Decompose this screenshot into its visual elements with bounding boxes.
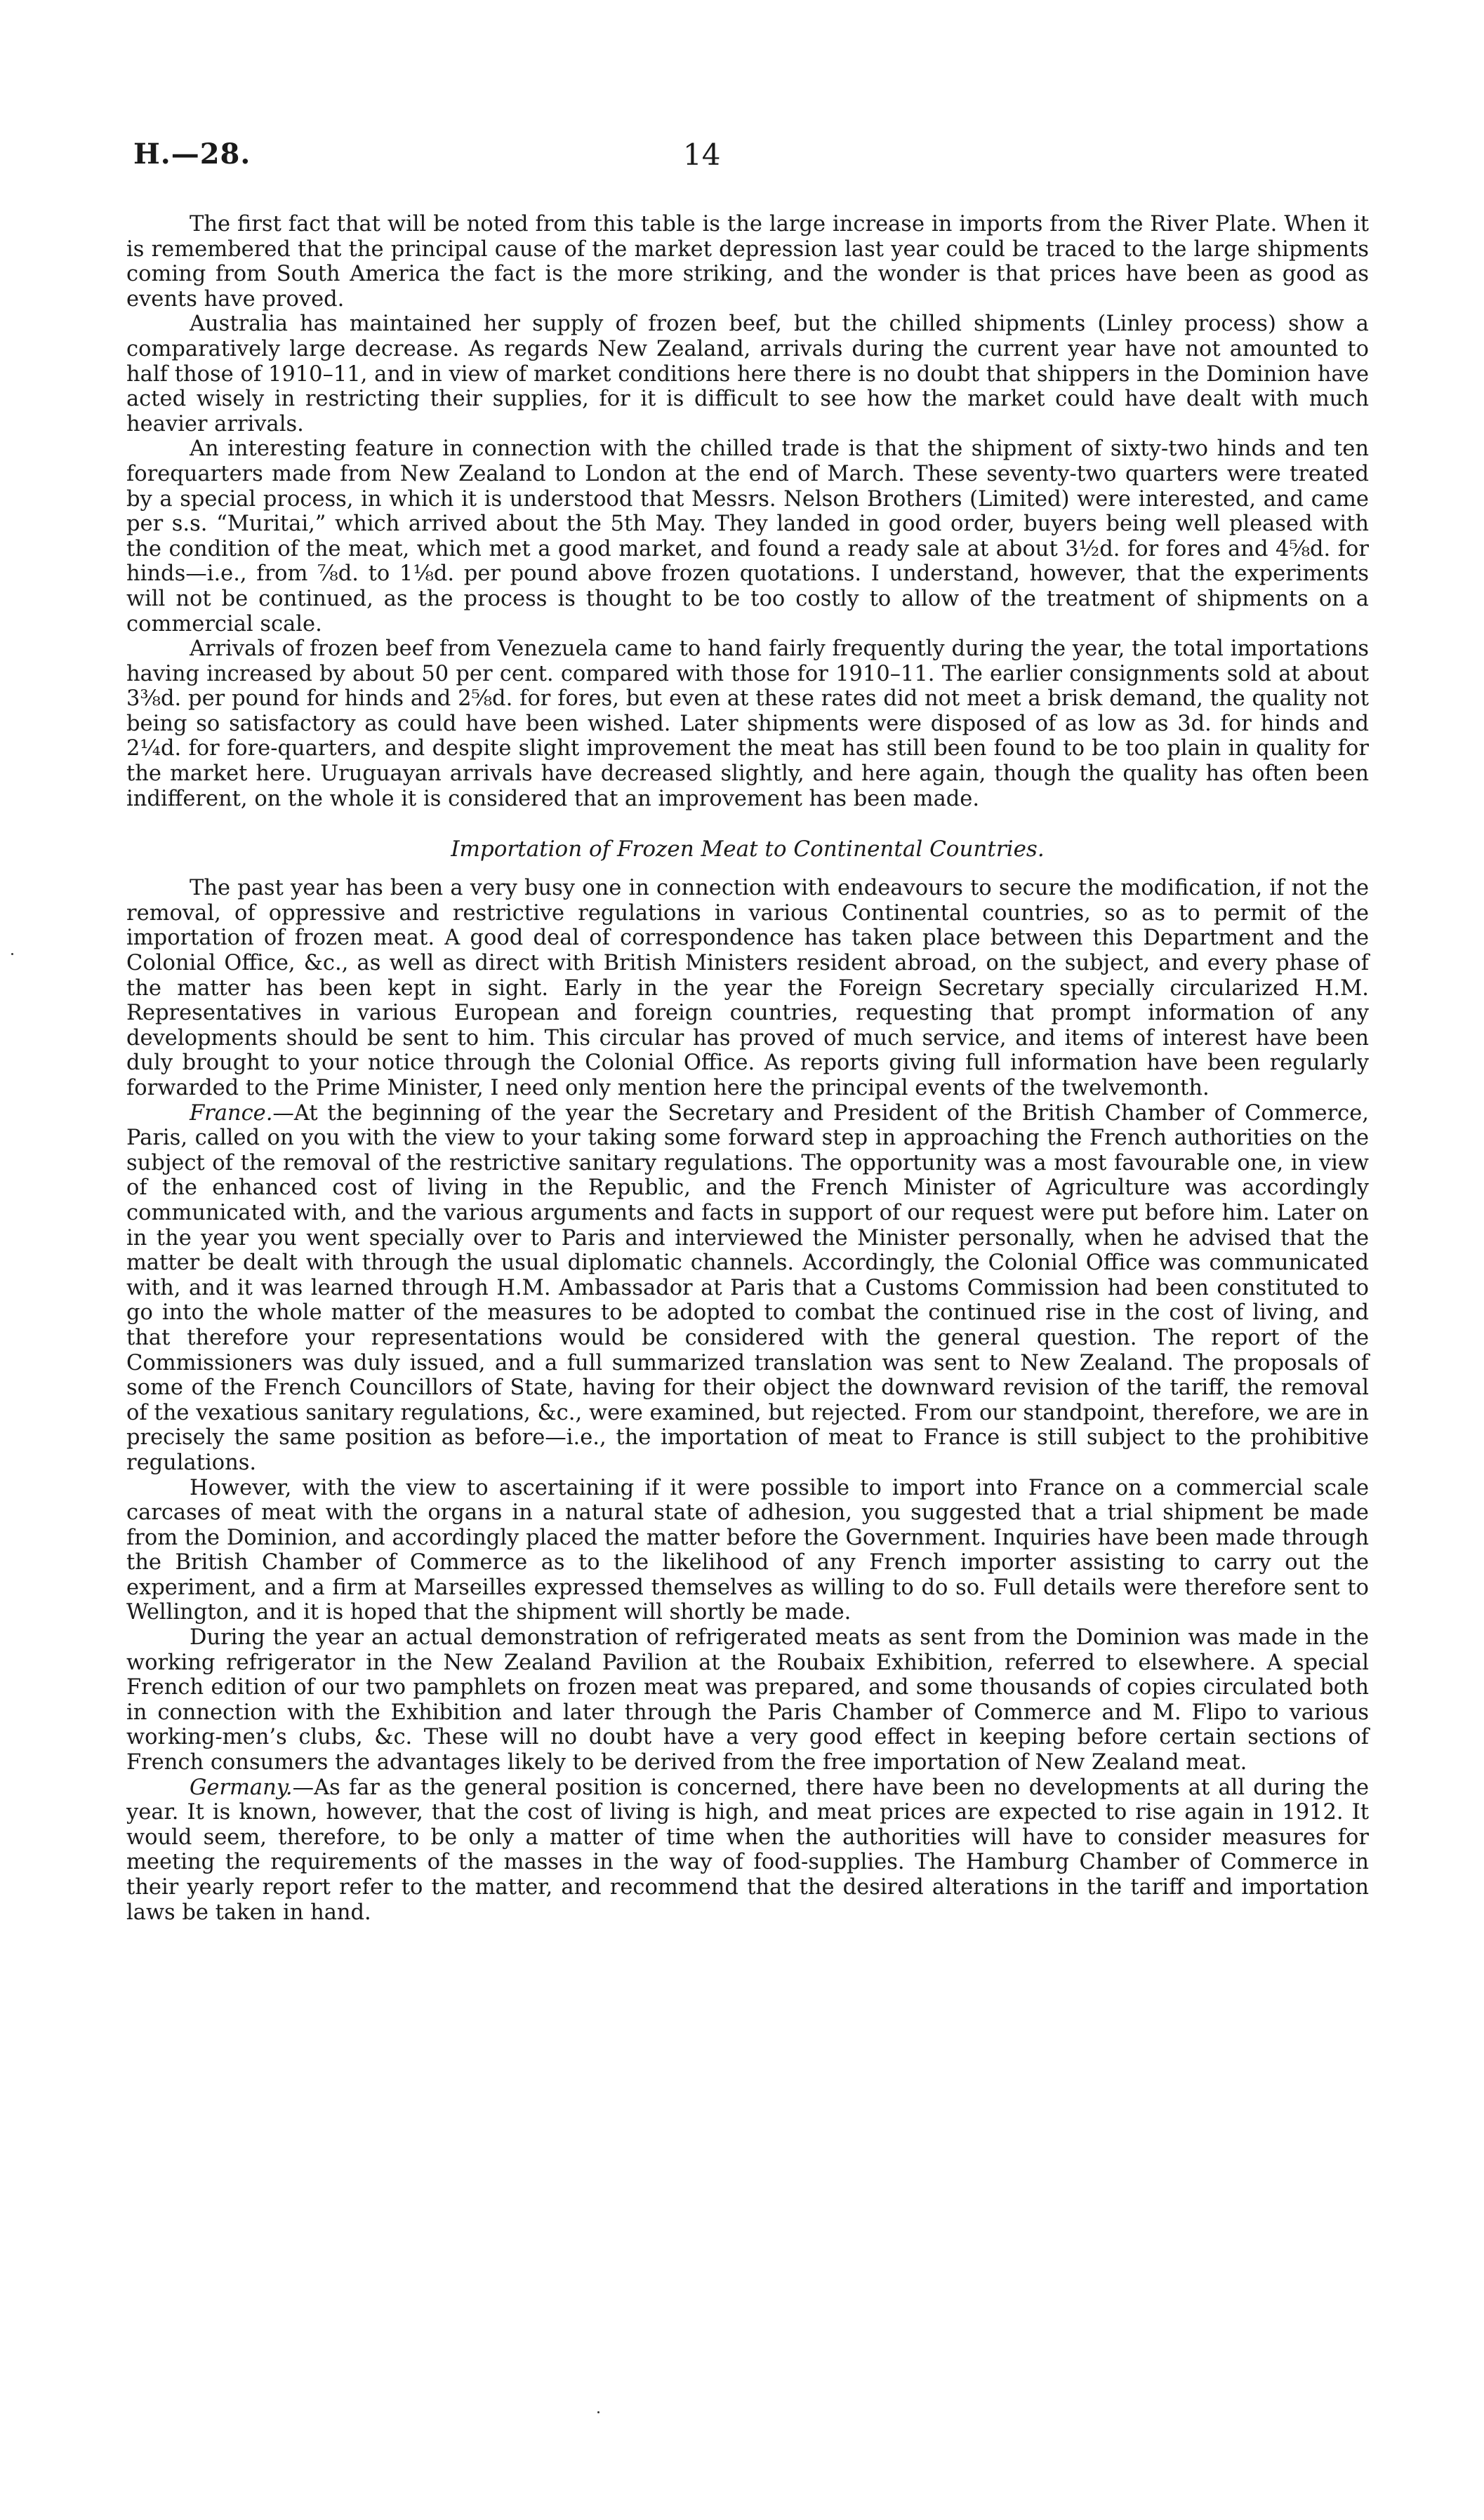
paragraph-trial-shipment: However, with the view to ascertaining if it were possible to import into France on a commercial scale carcases of meat with the organs in a natural state of adhesion, you suggested that a trial shipment be made from the Dominion, and accordingly placed the matter before the Government. Inquiries have been made through the British Chamber of Commerce as to the likelihood of any French importer assisting to carry out the experiment, and a firm at Marseilles expressed themselves as willing to do so. Full details were therefore sent to Wellington, and it is hoped that the shipment will shortly be made. (126, 1475, 1369, 1625)
page-number: 14 (683, 138, 721, 172)
paragraph-roubaix-exhibition: During the year an actual demonstration of refrigerated meats as sent from the Dominion was made in the working refrigerator in the New Zealand Pavilion at the Roubaix Exhibition, referred to elsewhere. A special French edition of our two pamphlets on frozen meat was prepared, and some thousands of copies circulated both in connection with the Exhibition and later through the Paris Chamber of Commerce and M. Flipo to various working-men’s clubs, &c. These will no doubt have a very good effect in keeping before certain sections of French consumers the advantages likely to be derived from the free importation of New Zealand meat. (126, 1625, 1369, 1775)
paragraph-france (126, 1101, 1369, 1476)
paragraph-australia: Australia has maintained her supply of frozen beef, but the chilled shipments (Linley process) show a comparatively large decrease. As regards New Zealand, arrivals during the current year have not amounted to half those of 1910–11, and in view of market conditions here there is no doubt that shippers in the Dominion have acted wisely in restricting their supplies, for it is difficult to see how the market could have dealt with much heavier arrivals. (126, 312, 1369, 436)
section-heading: Importation of Frozen Meat to Continental Countries. (451, 836, 1045, 862)
paragraph-germany-text: —As far as the general position is concerned, there have been no developments at all during the year. It is known, however, that the cost of living is high, and meat prices are expected to rise again in 1912. It would seem, therefore, to be only a matter of time when the authorities will have to consider measures for meeting the requirements of the masses in the way of food-supplies. The Hamburg Chamber of Commerce in their yearly report refer to the matter, and recommend that the desired alterations in the tariff and importation laws be taken in hand. (126, 1775, 1369, 1925)
paragraph-venezuela: Arrivals of frozen beef from Venezuela came to hand fairly frequently during the year, the total importations having increased by about 50 per cent. compared with those for 1910–11. The earlier consignments sold at about 3⅜d. per pound for hinds and 2⅝d. for fores, but even at these rates did not meet a brisk demand, the quality not being so satisfactory as could have been wished. Later shipments were disposed of as low as 3d. for hinds and 2¼d. for fore-quarters, and despite slight improvement the meat has still been found to be too plain in quality for the market here. Uruguayan arrivals have decreased slightly, and here again, though the quality has often been indifferent, on the whole it is considered that an improvement has been made. (126, 636, 1369, 811)
paragraph-continental-overview: The past year has been a very busy one in connection with endeavours to secure the modification, if not the removal, of oppressive and restrictive regulations in various Continental countries, so as to permit of the importation of frozen meat. A good deal of correspondence has taken place between this Department and the Colonial Office, &c., as well as direct with British Ministers resident abroad, on the subject, and every phase of the matter has been kept in sight. Early in the year the Foreign Secretary specially circularized H.M. Representatives in various European and foreign countries, requesting that prompt information of any developments should be sent to him. This circular has proved of much service, and items of interest have been duly brought to your notice through the Colonial Office. As reports giving full information have been regularly forwarded to the Prime Minister, I need only mention here the principal events of the twelvemonth. (126, 876, 1369, 1100)
paragraph-chilled-trade: An interesting feature in connection with the chilled trade is that the shipment of sixty-two hinds and ten forequarters made from New Zealand to London at the end of March. These seventy-two quarters were treated by a special process, in which it is understood that Messrs. Nelson Brothers (Limited) were interested, and came per s.s. “Muritai,” which arrived about the 5th May. They landed in good order, buyers being well pleased with the condition of the meat, which met a good market, and found a ready sale at about 3½d. for fores and 4⅝d. for hinds—i.e., from ⅞d. to 1⅛d. per pound above frozen quotations. I understand, however, that the experiments will not be continued, as the process is thought to be too costly to allow of the treatment of shipments on a commercial scale. (126, 436, 1369, 636)
paragraph-river-plate: The first fact that will be noted from this table is the large increase in imports from the River Plate. When it is remembered that the principal cause of the market depression last year could be traced to the large shipments coming from South America the fact is the more striking, and the wonder is that prices have been as good as events have proved. (126, 212, 1369, 312)
paragraph-germany (126, 1775, 1369, 1926)
scan-speck (11, 953, 13, 955)
paragraph-france-text: —At the beginning of the year the Secretary and President of the British Chamber of Commerce, Paris, called on you with the view to your taking some forward step in approaching the French authorities on the subject of the removal of the restrictive sanitary regulations. The opportunity was a most favourable one, in view of the enhanced cost of living in the Republic, and the French Minister of Agriculture was accordingly communicated with, and the various arguments and facts in support of our request were put before him. Later on in the year you went specially over to Paris and interviewed the Minister personally, when he advised that the matter be dealt with through the usual diplomatic channels. Accordingly, the Colonial Office was communicated with, and it was learned through H.M. Ambassador at Paris that a Customs Commission had been constituted to go into the whole matter of the measures to be adopted to combat the continued rise in the cost of living, and that therefore your representations would be considered with the general question. The report of the Commissioners was duly issued, and a full summarized translation was sent to New Zealand. The proposals of some of the French Councillors of State, having for their object the downward revision of the tariff, the removal of the vexatious sanitary regulations, &c., were examined, but rejected. From our standpoint, therefore, we are in precisely the same position as before—i.e., the importation of meat to France is still subject to the prohibitive regulations. (126, 1100, 1369, 1475)
paragraph-lead-france: France. (190, 1100, 273, 1126)
scan-speck (597, 2411, 599, 2413)
document-reference: H.—28. (133, 138, 251, 171)
body-text (126, 212, 1369, 1925)
paragraph-lead-germany: Germany. (190, 1775, 293, 1800)
page-header (133, 138, 1369, 180)
